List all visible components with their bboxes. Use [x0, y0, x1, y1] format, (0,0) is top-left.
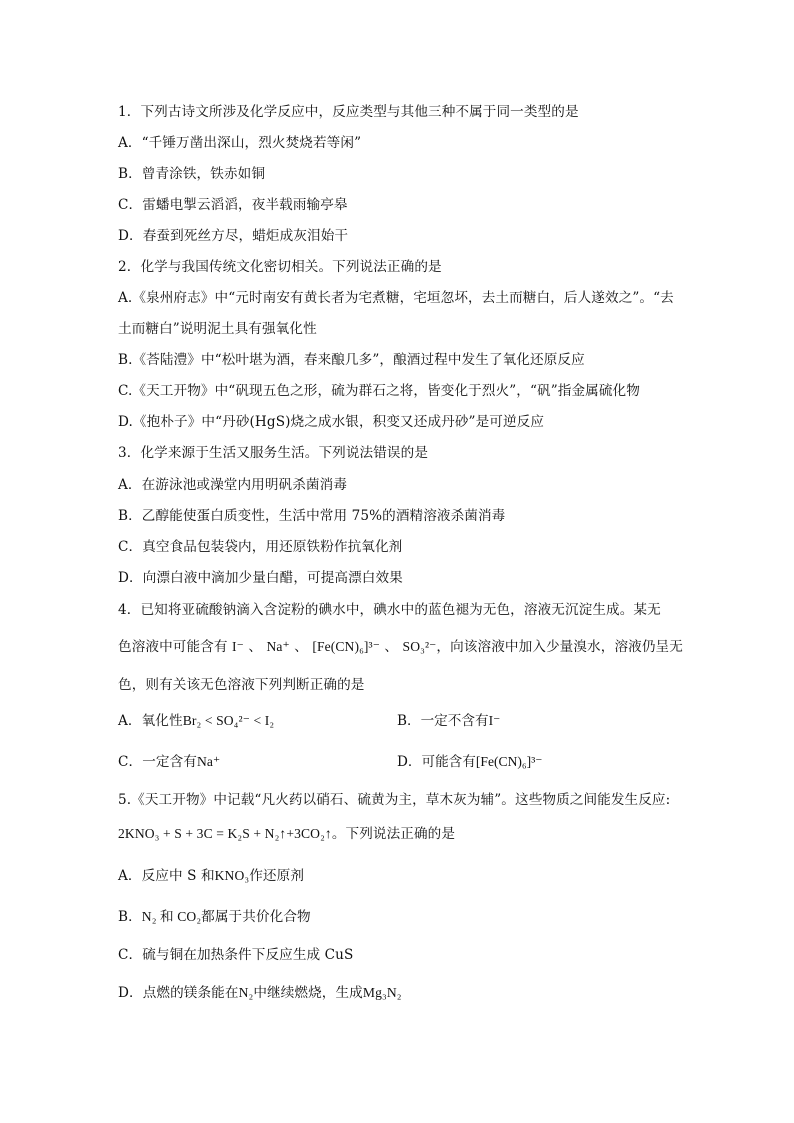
q2-option-d: D.《抱朴子》中“丹砂(HgS)烧之成水银，积变又还成丹砂”是可逆反应: [118, 414, 545, 430]
q5-option-d: [118, 983, 402, 1003]
q4-stem-line1: 4．已知将亚硫酸钠滴入含淀粉的碘水中，碘水中的蓝色褪为无色，溶液无沉淀生成。某无: [118, 602, 661, 618]
q4-option-d-text: D．可能含有: [397, 754, 476, 770]
q5-option-b-post: 都属于共价化合物: [201, 909, 311, 925]
q2-option-a-line1: A.《泉州府志》中“元时南安有黄长者为宅煮糖，宅垣忽坏，去土而糖白，后人遂效之”。“去: [118, 290, 674, 306]
q4-ion-iodide: I⁻: [231, 639, 244, 654]
q1-option-d: D．春蚕到死丝方尽，蜡炬成灰泪始干: [118, 228, 349, 244]
q4-option-c-text: C．一定含有: [118, 754, 197, 770]
q3-stem: 3．化学来源于生活又服务生活。下列说法错误的是: [118, 445, 429, 461]
q5-option-d-math1: N₂: [238, 985, 254, 1000]
q4-stem-line2: [118, 637, 683, 657]
q2-stem: 2．化学与我国传统文化密切相关。下列说法正确的是: [118, 259, 442, 275]
q4-ion-sulfite: SO₃²⁻: [402, 639, 437, 654]
q5-equation: 2KNO₃ + S + 3C = K₂S + N₂↑+3CO₂↑: [118, 826, 332, 841]
q5-option-d-mid: 中继续燃烧，生成: [253, 985, 363, 1001]
q3-option-c: C．真空食品包装袋内，用还原铁粉作抗氧化剂: [118, 539, 403, 555]
q5-option-c: C．硫与铜在加热条件下反应生成 CuS: [118, 947, 354, 963]
q4-option-a: [118, 711, 274, 731]
q3-option-b: B．乙醇能使蛋白质变性，生活中常用 75%的酒精溶液杀菌消毒: [118, 508, 506, 524]
q3-option-d: D．向漂白液中滴加少量白醋，可提高漂白效果: [118, 570, 403, 586]
q4-option-b-text: B．一定不含有: [397, 713, 489, 729]
q4-option-c: [118, 752, 220, 772]
q4-option-b: [397, 711, 500, 731]
q4-sep-3: 、: [384, 639, 399, 655]
q4-text-pre: 色溶液中可能含有: [118, 639, 228, 655]
q4-option-a-math: Br₂ < SO₄²⁻ < I₂: [182, 713, 275, 728]
q5-stem-line1: 5.《天工开物》中记载“凡火药以硝石、硫黄为主，草木灰为辅”。这些物质之间能发生反应:: [118, 792, 671, 808]
q4-option-c-math: Na⁺: [196, 754, 221, 769]
q2-option-b: B.《荅陆澧》中“松叶堪为酒，春来酿几多”，酿酒过程中发生了氧化还原反应: [118, 352, 585, 368]
q4-ion-sodium: Na⁺: [266, 639, 290, 654]
q4-option-a-text: A．氧化性: [118, 713, 183, 729]
q5-option-a-pre: A．反应中 S 和: [118, 868, 215, 884]
q5-option-a-math: KNO₃: [214, 868, 250, 883]
q5-option-a: [118, 866, 304, 886]
q4-sep-1: 、: [248, 639, 263, 655]
q5-option-a-post: 作还原剂: [249, 868, 305, 884]
q4-sep-2: 、: [294, 639, 308, 655]
q5-option-b: [118, 907, 311, 927]
q5-stem-post: 。下列说法正确的是: [331, 826, 456, 842]
q4-option-b-math: I⁻: [488, 713, 501, 728]
q5-option-d-pre: D．点燃的镁条能在: [118, 985, 239, 1001]
q4-option-d: [397, 752, 542, 772]
q1-option-b: B．曾青涂铁，铁赤如铜: [118, 166, 266, 182]
q4-text-post: ，向该溶液中加入少量溴水，溶液仍呈无: [436, 639, 683, 655]
q5-stem-line2: [118, 824, 455, 844]
q5-option-b-math: N₂ 和 CO₂: [141, 909, 202, 924]
q5-option-b-pre: B．: [118, 909, 142, 925]
q2-option-c: C.《天工开物》中“矾现五色之形，硫为群石之将，皆变化于烈火”，“矾”指金属硫化物: [118, 383, 640, 399]
q4-ion-ferricyanide: [Fe(CN)₆]³⁻: [312, 639, 380, 654]
q5-option-d-math2: Mg₃N₂: [362, 985, 402, 1000]
q4-option-d-math: [Fe(CN)₆]³⁻: [475, 754, 543, 769]
q1-option-a: A．“千锤万凿出深山，烈火焚烧若等闲”: [118, 135, 362, 151]
q3-option-a: A．在游泳池或澡堂内用明矾杀菌消毒: [118, 477, 348, 493]
q2-option-a-line2: 土而糖白”说明泥土具有强氧化性: [118, 321, 317, 337]
q1-stem: 1．下列古诗文所涉及化学反应中，反应类型与其他三种不属于同一类型的是: [118, 104, 579, 120]
q1-option-c: C．雷蟠电掣云滔滔，夜半载雨输亭皋: [118, 197, 348, 213]
q4-stem-line3: 色，则有关该无色溶液下列判断正确的是: [118, 677, 365, 693]
